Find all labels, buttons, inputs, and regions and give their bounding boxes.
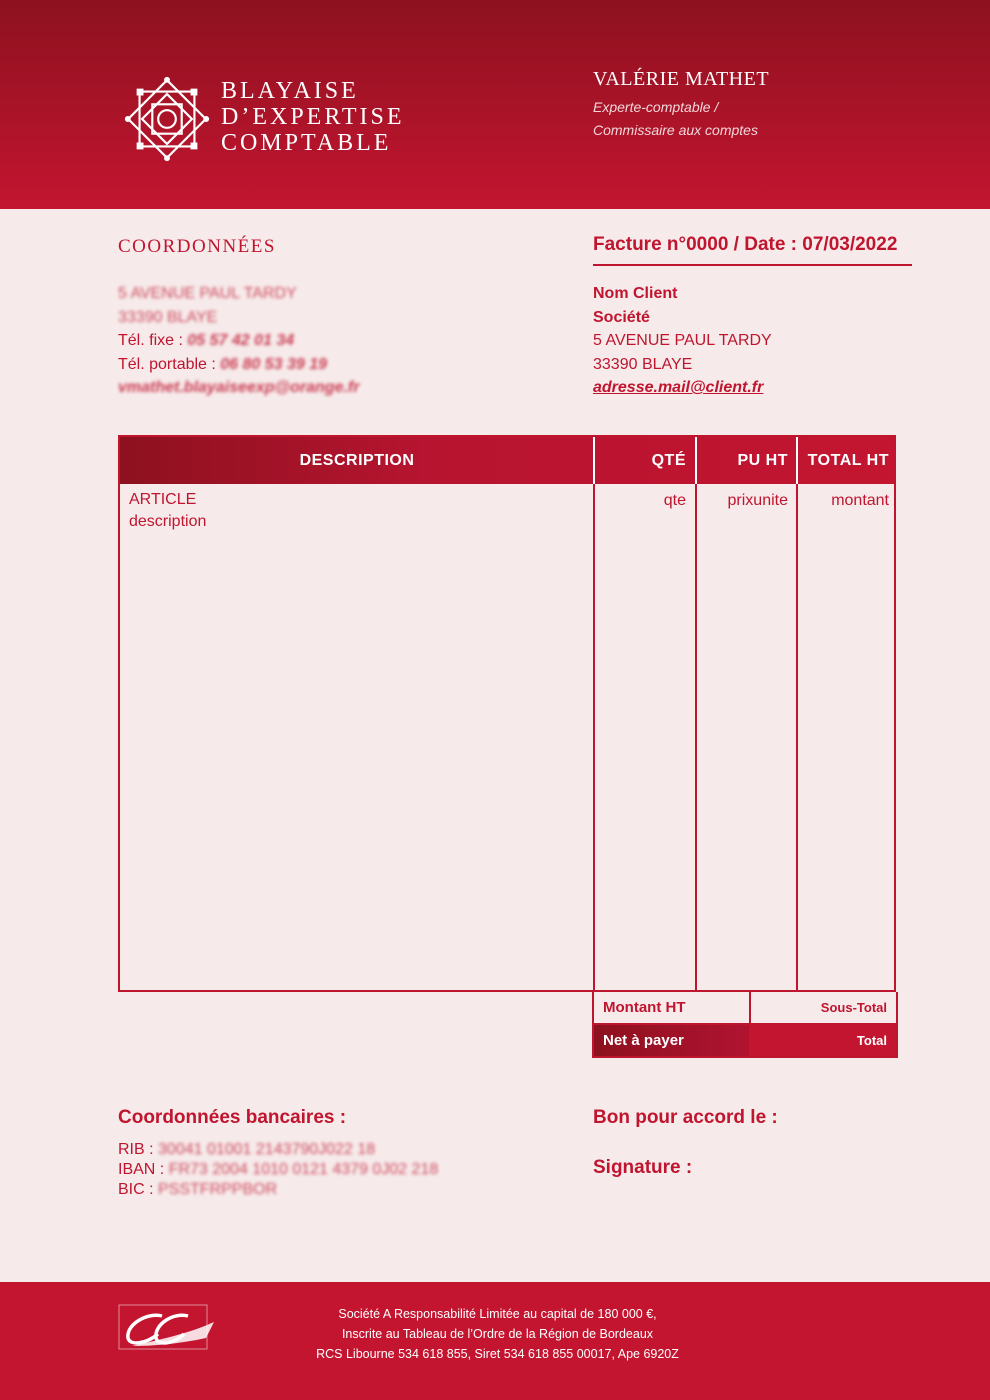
column-divider xyxy=(695,437,697,990)
client-company: Société xyxy=(593,308,650,326)
footer-line: Inscrite au Tableau de l’Ordre de la Région de Bordeaux xyxy=(341,1327,654,1341)
bank-title: Coordonnées bancaires : xyxy=(118,1107,347,1128)
company-name-line: D’EXPERTISE xyxy=(221,104,405,130)
sender-city-line: 33390 BLAYE xyxy=(118,308,218,326)
net-label-cell xyxy=(594,1025,751,1056)
rib-label: RIB : xyxy=(118,1141,159,1158)
client-block xyxy=(593,282,772,400)
row-qty: qte xyxy=(663,492,686,509)
person-role xyxy=(593,96,758,142)
header-unit-price: PU HT xyxy=(737,452,788,469)
company-name-line: COMPTABLE xyxy=(221,130,392,156)
person-role-line: Experte-comptable / xyxy=(593,99,719,115)
company-name xyxy=(221,78,405,156)
article-name: ARTICLE xyxy=(129,491,197,508)
subtotal-row xyxy=(592,992,898,1025)
header-banner xyxy=(0,0,990,209)
footer-line: Société A Responsabilité Limitée au capital de 180 000 €, xyxy=(338,1307,657,1321)
row-unit-price: prixunite xyxy=(727,492,788,509)
bic-label: BIC : xyxy=(118,1181,159,1198)
net-label: Net à payer xyxy=(603,1032,684,1049)
subtotal-value: Sous-Total xyxy=(820,1000,887,1015)
totals-block xyxy=(592,992,898,1058)
footer-legal-text xyxy=(300,1304,695,1364)
iban-line xyxy=(118,1160,438,1180)
octagonal-star-logo-icon xyxy=(118,70,216,168)
bic-value: PSSTFRPPBOR xyxy=(158,1181,278,1198)
subtotal-label-cell xyxy=(594,992,751,1023)
table-row-description xyxy=(129,489,206,533)
person-name: VALÉRIE MATHET xyxy=(593,68,770,90)
invoice-title: Facture n°0000 / Date : 07/03/2022 xyxy=(593,234,912,266)
footer-line: RCS Libourne 534 618 855, Siret 534 618 855 00017, Ape 6920Z xyxy=(316,1347,679,1361)
phone-mobile-label: Tél. portable : xyxy=(118,355,221,373)
signature-label: Signature : xyxy=(593,1157,693,1178)
table-header xyxy=(120,437,894,484)
approval-label: Bon pour accord le : xyxy=(593,1107,778,1128)
client-email-link[interactable]: adresse.mail@client.fr xyxy=(593,379,764,396)
net-value: Total xyxy=(856,1033,887,1048)
company-name-line: BLAYAISE xyxy=(221,78,359,104)
client-name: Nom Client xyxy=(593,285,678,302)
column-divider xyxy=(796,437,798,990)
phone-fixe-label: Tél. fixe : xyxy=(118,332,188,349)
header-qty: QTÉ xyxy=(651,452,686,469)
bic-line xyxy=(118,1180,438,1200)
sender-address-line: 5 AVENUE PAUL TARDY xyxy=(118,285,297,302)
bank-details xyxy=(118,1140,438,1200)
client-address-line: 5 AVENUE PAUL TARDY xyxy=(593,332,772,349)
sender-phone-mobile xyxy=(118,353,359,377)
ec-logo-icon xyxy=(118,1304,218,1352)
rib-line xyxy=(118,1140,438,1160)
iban-label: IBAN : xyxy=(118,1161,169,1178)
header-description: DESCRIPTION xyxy=(299,452,415,469)
article-description: description xyxy=(129,513,207,530)
sender-email[interactable]: vmathet.blayaiseexp@orange.fr xyxy=(118,379,360,396)
sender-phone-fixe xyxy=(118,329,359,353)
person-role-line: Commissaire aux comptes xyxy=(593,122,758,138)
client-city-line: 33390 BLAYE xyxy=(593,355,693,373)
column-divider xyxy=(593,437,595,990)
subtotal-label: Montant HT xyxy=(603,999,686,1016)
invoice-table xyxy=(118,435,896,992)
sender-coordinates xyxy=(118,282,359,400)
rib-value: 30041 01001 2143790J022 18 xyxy=(158,1141,376,1158)
iban-value: FR73 2004 1010 0121 4379 0J02 218 xyxy=(168,1161,439,1178)
footer-banner xyxy=(0,1282,990,1400)
phone-mobile-value: 06 80 53 39 19 xyxy=(220,355,328,373)
net-row xyxy=(592,1025,898,1058)
phone-fixe-value: 05 57 42 01 34 xyxy=(187,332,295,349)
row-total: montant xyxy=(831,492,889,509)
header-total: TOTAL HT xyxy=(807,452,889,469)
coordonnees-title: COORDONNÉES xyxy=(118,236,276,257)
